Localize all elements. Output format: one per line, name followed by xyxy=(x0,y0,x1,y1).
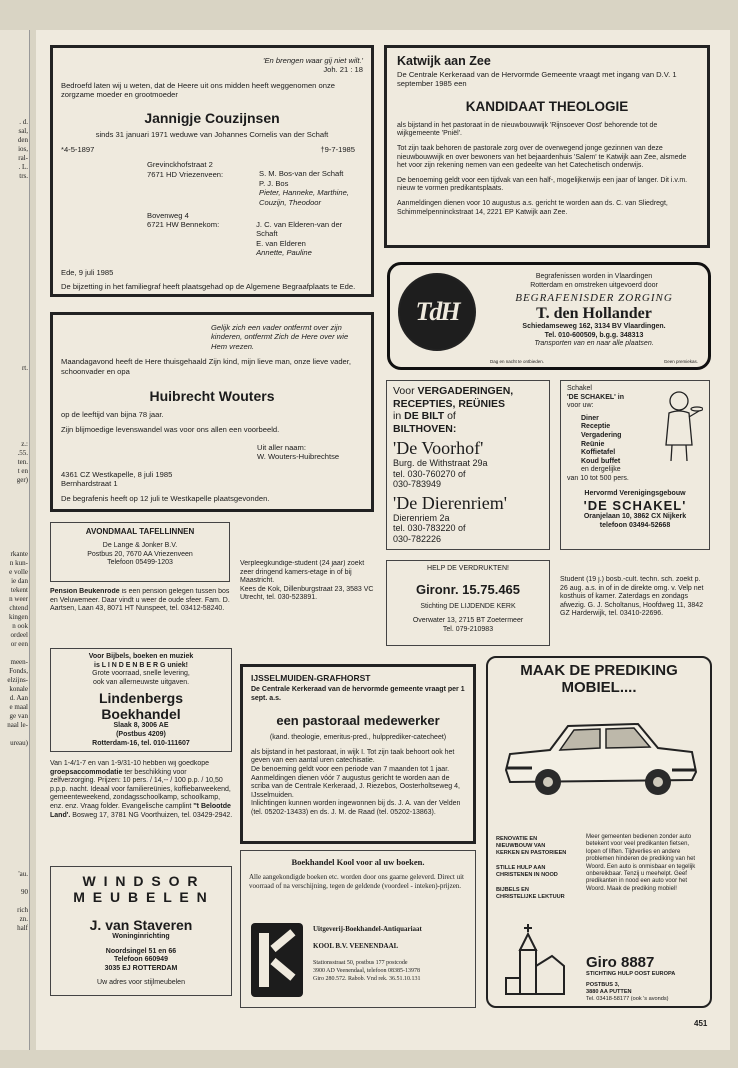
strip-line: 90 xyxy=(21,888,28,896)
ijsselmuiden-p3: Inlichtingen kunnen worden ingewonnen bij ds. J. A. van der Velden (tel. 05202-13433) en ds. J. M. de Raad (tel. 05202-13863). xyxy=(251,800,461,816)
service-item: Reünie xyxy=(581,440,605,448)
schakel-name: 'DE SCHAKEL' xyxy=(583,498,687,514)
family-block-1 xyxy=(61,160,363,207)
voorhof-phone-1: tel. 030-760270 of xyxy=(393,468,466,479)
katwijk-p2: Tot zijn taak behoren de pastorale zorg over de overwegend jonge gezinnen van deze nieuwbouwwijk en over bewoners van het bejaardenhuis 'Salem' te Katwijk aan Zee, alsmede het voor zijn rekening nemen van een gedeelte van het Catechetisch onderwijs. xyxy=(397,145,687,170)
family-1-name: S. M. Bos-van der Schaft xyxy=(259,169,344,179)
kool-text: Alle aangekondigde boeken etc. worden door ons gaarne geleverd. Direct uit voorraad of na verschijning, tegen de geldende (voordeel - inteken)-prijzen. xyxy=(249,873,464,890)
windsor-sub: Woninginrichting xyxy=(112,933,170,940)
strip-line: rkante xyxy=(10,550,28,558)
voorhof-debilt: DE BILT xyxy=(404,410,445,422)
windsor-name: J. van Staveren xyxy=(89,917,193,933)
strip-line: den xyxy=(17,136,28,144)
service-item: Vergadering xyxy=(581,431,622,439)
verpleeg-address: Kees de Kok, Dillenburgstraat 23, 3583 VC Utrecht, tel. 030-523891. xyxy=(240,585,374,602)
waiter-illustration xyxy=(655,387,703,465)
katwijk-title: Katwijk aan Zee xyxy=(397,54,491,68)
ijsselmuiden-p1: als bijstand in het pastoraat, in wijk I. Tot zijn taak behoort ook het geven van een aantal uren catechisatie. xyxy=(251,748,455,765)
car-illustration xyxy=(496,710,704,806)
service-item: Koud buffet xyxy=(581,457,621,465)
ad-beukenrode xyxy=(50,588,232,636)
prediking-cause-1: RENOVATIE EN NIEUWBOUW VAN KERKEN EN PASTORIEEN xyxy=(496,836,567,856)
obituary-wouters xyxy=(50,312,374,512)
ad-windsor xyxy=(50,866,232,996)
katwijk-p4: Aanmeldingen dienen voor 10 augustus a.s. gericht te worden aan ds. C. van Sliedregt, Schimmelpenninckstraat 14, 2221 EP Katwijk aan Zee. xyxy=(397,199,668,216)
strip-line: kingen xyxy=(8,613,28,621)
prediking-title-2: MOBIEL.... xyxy=(561,679,637,696)
ijsselmuiden-sub: (kand. theologie, emeritus-pred., hulpprediker-catecheet) xyxy=(269,734,447,742)
venue-dierenriem: 'De Dierenriem' xyxy=(393,492,507,513)
windsor-title-2: M E U B E L E N xyxy=(73,889,209,905)
page-number: 451 xyxy=(694,1019,708,1028)
windsor-footer: Uw adres voor stijlmeubelen xyxy=(97,979,185,987)
ad-ijsselmuiden xyxy=(240,664,476,844)
strip-line xyxy=(7,649,28,658)
family-block-2 xyxy=(61,211,363,258)
family-1-city: 7671 HD Vriezenveen: xyxy=(147,169,224,179)
ijsselmuiden-title: IJSSELMUIDEN-GRAFHORST xyxy=(251,673,371,683)
strip-line: rich xyxy=(17,906,28,914)
schakel-intro-2: 'DE SCHAKEL' in xyxy=(567,393,624,401)
wouters-intro: Maandagavond heeft de Here thuisgehaald Zijn kind, mijn lieve man, onze lieve vader, schoonvader en opa xyxy=(61,357,352,376)
service-item: Koffietafel xyxy=(581,449,616,457)
strip-text-c xyxy=(17,440,28,485)
family-1-name: P. J. Bos xyxy=(259,178,289,188)
ad-de-schakel xyxy=(560,380,710,550)
voorhof-line1: Voor xyxy=(393,385,415,397)
lindenbergs-l2: is L I N D E N B E R G uniek! xyxy=(94,661,188,669)
family-2-name: E. van Elderen xyxy=(256,238,306,248)
strip-line: d. Aan xyxy=(9,694,28,702)
tafellinnen-address: Postbus 20, 7670 AA Vriezenveen xyxy=(87,550,193,558)
help-giro: Gironr. 15.75.465 xyxy=(415,581,521,597)
strip-line: n kun- xyxy=(9,559,28,567)
lindenbergs-address-2: (Postbus 4209) xyxy=(116,730,166,738)
schakel-intro-3: voor uw: xyxy=(567,402,594,410)
strip-line: naal le- xyxy=(7,721,28,729)
strip-line: zn. xyxy=(19,915,28,923)
family-2-name: J. C. van Elderen-van der Schaft xyxy=(256,220,343,239)
strip-line: chtend xyxy=(9,604,28,612)
burial-notice: De bijzetting in het familiegraf heeft plaatsgehad op de Algemene Begraafplaats te Ede. xyxy=(61,282,356,292)
strip-line: t en xyxy=(17,467,28,475)
schakel-phone: telefoon 03494-52668 xyxy=(599,521,671,529)
hollander-small-right: Geen premiekas. xyxy=(663,359,698,364)
prediking-phone: Tel. 03418-58177 (ook 's avonds) xyxy=(586,996,669,1002)
windsor-title-1: W I N D S O R xyxy=(82,873,200,889)
family-2-street: Bovenweg 4 xyxy=(147,211,189,221)
voorhof-phone-2: 030-783949 xyxy=(393,479,442,489)
kool-name-2: KOOL B.V. VEENENDAAL xyxy=(313,942,399,950)
lindenbergs-name-1: Lindenbergs xyxy=(98,690,183,707)
prediking-giro-sub: STICHTING HULP OOST EUROPA xyxy=(586,971,676,977)
katwijk-intro: De Centrale Kerkeraad van de Hervormde Gemeente vraagt met ingang van D.V. 1 september 1985 een xyxy=(397,70,677,89)
monogram-logo: TdH xyxy=(398,273,476,351)
kool-title: Boekhandel Kool voor al uw boeken. xyxy=(291,857,425,867)
ad-voorthuizen xyxy=(50,760,234,860)
lindenbergs-address-3: Rotterdam-16, tel. 010-111607 xyxy=(92,739,190,747)
voorhof-of: of xyxy=(447,410,456,422)
wouters-quote: Gelijk zich een vader ontfermt over zijn kinderen, ontfermt Zich de Here over wie Hem vrezen. xyxy=(211,323,349,351)
kool-logo-icon xyxy=(251,923,303,997)
tafellinnen-company: De Lange & Jonker B.V. xyxy=(102,542,178,549)
strip-line: konale xyxy=(9,685,28,693)
strip-line: e maal xyxy=(9,703,28,711)
help-phone: Tel. 079-210983 xyxy=(442,625,494,633)
strip-line: meen- xyxy=(10,658,28,666)
schakel-extra-1: en dergelijke xyxy=(581,466,621,474)
strip-line: n weer xyxy=(9,595,28,603)
strip-line: ral- xyxy=(18,154,28,162)
voorhof-bilthoven: BILTHOVEN: xyxy=(393,422,457,435)
verpleeg-text: Verpleegkundige-student (24 jaar) zoekt zeer dringend kamers-etage in of bij Maastricht. xyxy=(240,560,365,585)
student-text: Student (19 j.) bosb.-cult. techn. sch. zoekt p. 26 aug. a.s. in of in de direkte omg. v. Velp net kosthuis of kamer. Zaterdags en zondags afwezig. G. J. Scholtanus, Hoofdweg 11, 3842 GZ Harderwijk, tel. 03410-22696. xyxy=(560,576,704,618)
ad-tafellinnen xyxy=(50,522,230,582)
obituary-intro: Bedroefd laten wij u weten, dat de Heere uit ons midden heeft weggenomen onze zorgzame moeder en grootmoeder xyxy=(61,80,335,100)
birth-date: *4-5-1897 xyxy=(61,145,95,155)
katwijk-p3: De benoeming geldt voor een tijdvak van een half-, mogelijkerwijs een jaar of langer. Dit i.v.m. nieuw te vormen predikantsplaats. xyxy=(397,176,688,193)
help-org: Stichting DE LIJDENDE KERK xyxy=(420,602,516,610)
kool-address-3: Giro 280.572. Rabob. Vnd rek. 36.51.10.131 xyxy=(313,976,421,982)
voorthuizen-text-a: Van 1-4/1-7 en van 1-9/31-10 hebben wij goedkope xyxy=(50,760,210,767)
hollander-script-title: BEGRAFENISDER ZORGING xyxy=(515,292,673,305)
hollander-transport: Transporten van en naar alle plaatsen. xyxy=(534,340,654,348)
family-1-name: Couzijn, Theodoor xyxy=(259,197,322,207)
wouters-signed-name: W. Wouters-Huibrechtse xyxy=(257,452,340,462)
ijsselmuiden-p2: De benoeming geldt voor een periode van 7 maanden tot 1 jaar. Aanmeldingen dienen vóór 7 augustus gericht te worden aan de scriba van de Centrale Kerkeraad, J. Riezebos, Oosterholtseweg 4, IJsselmuiden. xyxy=(251,765,460,799)
strip-line: ureau) xyxy=(10,739,28,747)
prediking-cause-2: STILLE HULP AAN CHRISTENEN IN NOOD xyxy=(496,865,558,878)
prediking-title-1: MAAK DE PREDIKING xyxy=(520,662,678,679)
beukenrode-lead: Pension Beukenrode xyxy=(50,588,120,595)
lindenbergs-l3: Grote voorraad, snelle levering, xyxy=(92,670,190,678)
lindenbergs-l4: ook van allerneuwste uitgaven. xyxy=(92,678,190,686)
death-date: †9-7-1985 xyxy=(320,145,355,155)
strip-line: trs. xyxy=(19,172,28,180)
ad-voorhof xyxy=(386,380,550,550)
voorthuizen-text-b: ter beschikking voor zelfverzorging. Prijzen: 10 pers. / 14,-- / 100 p.p. / 10,50 p.p.p. nacht. Ideaal voor familiereünies, koffiebarweekend, gemeenteweekend, zondagsschoolkamp, schoolkamp, enz. enz. Vraag folder. Evangelische camplint xyxy=(50,768,231,810)
kool-address-1: Stationsstraat 50, postbus 177 postcode xyxy=(313,960,408,966)
katwijk-p1: als bijstand in het pastoraat in de nieuwbouwwijk 'Rijnsoever Oost' behorende tot de wijkgemeente 'Pniël'. xyxy=(397,121,658,138)
hollander-small-left: Dag en nacht te ontbieden. xyxy=(490,359,545,364)
windsor-address-1: Noordsingel 51 en 66 xyxy=(105,947,177,955)
strip-line: ten. xyxy=(17,458,28,466)
wouters-address-2: Bernhardstraat 1 xyxy=(61,479,118,489)
strip-line: tekent xyxy=(10,586,28,594)
widow-of: sinds 31 januari 1971 weduwe van Johannes Cornelis van der Schaft xyxy=(95,129,329,139)
lindenbergs-l1: Voor Bijbels, boeken en muziek xyxy=(88,653,194,660)
church-icon xyxy=(502,920,568,1000)
strip-line: e volle xyxy=(9,568,28,576)
prediking-appeal: Meer gemeenten bedienen zonder auto betekent voor veel predikanten fietsen, lopen of liften. Tijdverlies en andere problemen hinderen de prediking van het Woord. Een auto is onmisbaar en tegelijk onbereikbaar. Tenzij u meehelpt. Geef predikanten in nood een auto voor het Woord. Maak de prediking mobiel! xyxy=(586,834,696,892)
dierenriem-phone-2: 030-782226 xyxy=(393,533,442,544)
strip-line: or een xyxy=(10,640,28,648)
strip-line: . L. xyxy=(18,163,28,171)
wouters-signed-label: Uit aller naam: xyxy=(257,442,306,452)
voorhof-in: in xyxy=(393,410,402,422)
voorhof-line2: RECEPTIES, REÜNIES xyxy=(393,397,506,410)
strip-line: z.: xyxy=(21,440,28,448)
hollander-name: T. den Hollander xyxy=(536,305,652,323)
ad-lindenbergs xyxy=(50,648,232,752)
hollander-phone: Tel. 010-600509, b.g.g. 348313 xyxy=(544,331,644,339)
strip-text-b xyxy=(22,364,28,373)
ad-verpleegkundige xyxy=(240,560,376,620)
adjacent-page-strip xyxy=(0,30,30,1050)
ad-prediking-mobiel xyxy=(486,656,712,1008)
schakel-intro-1: Schakel xyxy=(567,385,592,392)
family-2-name: Annette, Pauline xyxy=(256,248,312,258)
place-date: Ede, 9 juli 1985 xyxy=(61,267,114,277)
tafellinnen-title: AVONDMAAL TAFELLINNEN xyxy=(85,527,195,536)
strip-line: ge van xyxy=(9,712,28,720)
strip-line: 'au. xyxy=(18,870,28,878)
obituary-verse: Joh. 21 : 18 xyxy=(323,65,363,75)
ijsselmuiden-heading: een pastoraal medewerker xyxy=(276,713,440,729)
strip-text-e xyxy=(17,870,28,933)
help-address: Overwater 13, 2715 BT Zoetermeer xyxy=(412,617,524,625)
voorthuizen-bold-b: ''t Belootde Land'. xyxy=(50,802,231,819)
help-title: HELP DE VERDRUKTEN! xyxy=(427,565,509,572)
schakel-subtitle: Hervormd Verenigingsgebouw xyxy=(584,489,686,497)
beukenrode-text: is een pension gelegen tussen bos en Veluwemeer. Daar vindt u weer de oude sfeer. Fam. D. Aartsen, Laan 43, 8071 HT Nunspeet, tel. 03412-58240. xyxy=(50,588,230,613)
dierenriem-phone-1: tel. 030-783220 of xyxy=(393,523,466,533)
kool-address-2: 3900 AD Veenendaal, telefoon 08385-13978 xyxy=(313,968,421,974)
prediking-address-2: 3880 AA PUTTEN xyxy=(586,989,632,995)
strip-line xyxy=(17,897,28,906)
kool-name-1: Uitgeverij-Boekhandel-Antiquariaat xyxy=(313,925,422,933)
strip-line xyxy=(17,879,28,888)
ad-kool xyxy=(240,850,476,1008)
wouters-age: op de leeftijd van bijna 78 jaar. xyxy=(61,410,164,420)
wouters-funeral: De begrafenis heeft op 12 juli te Westkapelle plaatsgevonden. xyxy=(61,494,270,504)
prediking-cause-3: BIJBELS EN CHRISTELIJKE LEKTUUR xyxy=(496,887,565,900)
strip-line: .55. xyxy=(17,449,28,457)
family-2-city: 6721 HW Bennekom: xyxy=(147,220,220,230)
wouters-name: Huibrecht Wouters xyxy=(149,388,275,405)
strip-line: ios, xyxy=(18,145,28,153)
wouters-life: Zijn blijmoedige levenswandel was voor ons allen een voorbeeld. xyxy=(61,425,280,435)
katwijk-heading: KANDIDAAT THEOLOGIE xyxy=(465,98,629,114)
family-1-name: Pieter, Hanneke, Marthine, xyxy=(259,188,349,198)
ad-student xyxy=(560,576,710,632)
strip-line: ie dan xyxy=(11,577,28,585)
lindenbergs-name-2: Boekhandel xyxy=(101,706,181,723)
family-1-street: Grevinckhofstraat 2 xyxy=(147,160,213,170)
voorthuizen-bold-a: groepsaccommodatie xyxy=(50,768,123,776)
strip-line xyxy=(7,730,28,739)
schakel-extra-2: van 10 tot 500 pers. xyxy=(567,474,629,482)
strip-line: elzijns- xyxy=(7,676,28,684)
obituary-quote: 'En brengen waar gij niet wilt.' xyxy=(263,56,363,65)
strip-text-d xyxy=(7,550,28,748)
windsor-address-2: Telefoon 660949 xyxy=(114,956,168,964)
voorthuizen-text-c: Bosweg 17, 3781 NG Voorthuizen, tel. 03429-2942. xyxy=(72,811,233,819)
strip-text-a xyxy=(18,118,28,181)
voorhof-line1b: VERGADERINGEN, xyxy=(417,385,514,397)
strip-line: n ook xyxy=(12,622,28,630)
ad-katwijk xyxy=(384,45,710,248)
wouters-address-1: 4361 CZ Westkapelle, 8 juli 1985 xyxy=(61,469,173,479)
windsor-address-3: 3035 EJ ROTTERDAM xyxy=(104,964,178,972)
strip-line: ger) xyxy=(16,476,28,484)
tafellinnen-phone: Telefoon 05499-1203 xyxy=(107,559,173,567)
strip-line: . d. xyxy=(19,118,28,126)
deceased-name: Jannigje Couzijnsen xyxy=(144,109,280,126)
hollander-line1: Begrafenissen worden in Vlaardingen xyxy=(535,273,653,280)
strip-line: sal, xyxy=(18,127,28,135)
ad-lijdende-kerk xyxy=(386,560,550,646)
voorhof-address: Burg. de Withstraat 29a xyxy=(393,458,488,468)
strip-line: Fonds, xyxy=(9,667,28,675)
schakel-address: Oranjelaan 10, 3862 CX Nijkerk xyxy=(583,513,687,521)
venue-voorhof: 'De Voorhof' xyxy=(393,438,484,458)
service-item: Receptie xyxy=(581,423,611,431)
ad-den-hollander xyxy=(387,262,711,370)
ijsselmuiden-intro: De Centrale Kerkeraad van de hervormde gemeente vraagt per 1 sept. a.s. xyxy=(251,686,465,702)
strip-line: rt. xyxy=(21,364,28,372)
strip-line: half xyxy=(17,924,28,932)
hollander-address: Schiedamseweg 162, 3134 BV Vlaardingen. xyxy=(522,323,666,331)
lindenbergs-address-1: Slaak 8, 3006 AE xyxy=(113,722,169,730)
dierenriem-address: Dierenriem 2a xyxy=(393,512,450,523)
obituary-couzijnsen xyxy=(50,45,374,297)
service-item: Diner xyxy=(581,414,599,422)
prediking-address-1: POSTBUS 3, xyxy=(586,982,620,988)
prediking-giro: Giro 8887 xyxy=(586,954,655,971)
hollander-line2: Rotterdam en omstreken uitgevoerd door xyxy=(530,281,658,289)
strip-line: ordeel xyxy=(10,631,28,639)
